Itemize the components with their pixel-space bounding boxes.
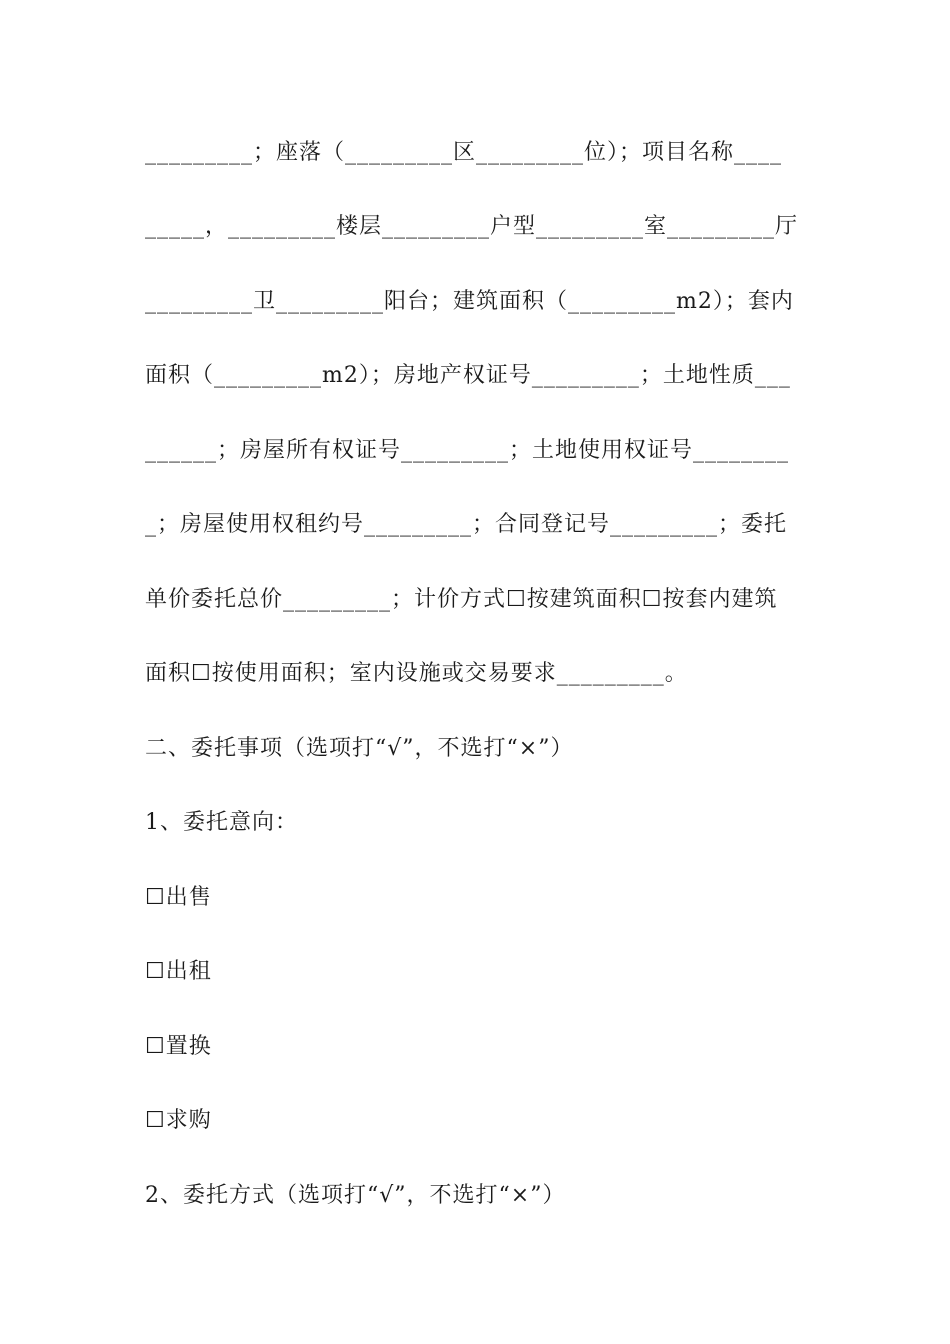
checkbox-option-rent: ☐出租 xyxy=(145,959,212,984)
section-heading-entrusted-matters: 二、委托事项（选项打“√”，不选打“×”） xyxy=(145,736,574,761)
text-line-5: ______；房屋所有权证号_________；土地使用权证号________ xyxy=(145,438,790,463)
text-line-7: 单价委托总价_________；计价方式☐按建筑面积☐按套内建筑 xyxy=(145,587,778,612)
text-line-3: _________卫_________阳台；建筑面积（_________m2）；套内 xyxy=(145,289,794,314)
text-line-8: 面积☐按使用面积；室内设施或交易要求_________。 xyxy=(145,661,688,686)
subheading-entrust-intention: 1、委托意向： xyxy=(145,810,298,835)
text-line-4: 面积（_________m2）；房地产权证号_________；土地性质___ xyxy=(145,363,791,388)
text-line-1: _________；座落（_________区_________位）；项目名称____ xyxy=(145,140,783,165)
subheading-entrust-method: 2、委托方式（选项打“√”，不选打“×”） xyxy=(145,1183,566,1208)
text-line-2: _____，_________楼层_________户型_________室_________厅 xyxy=(145,214,799,239)
checkbox-option-exchange: ☐置换 xyxy=(145,1034,212,1059)
text-line-6: _；房屋使用权租约号_________；合同登记号_________；委托 xyxy=(145,512,788,537)
checkbox-option-sell: ☐出售 xyxy=(145,885,212,910)
checkbox-option-purchase: ☐求购 xyxy=(145,1108,212,1133)
